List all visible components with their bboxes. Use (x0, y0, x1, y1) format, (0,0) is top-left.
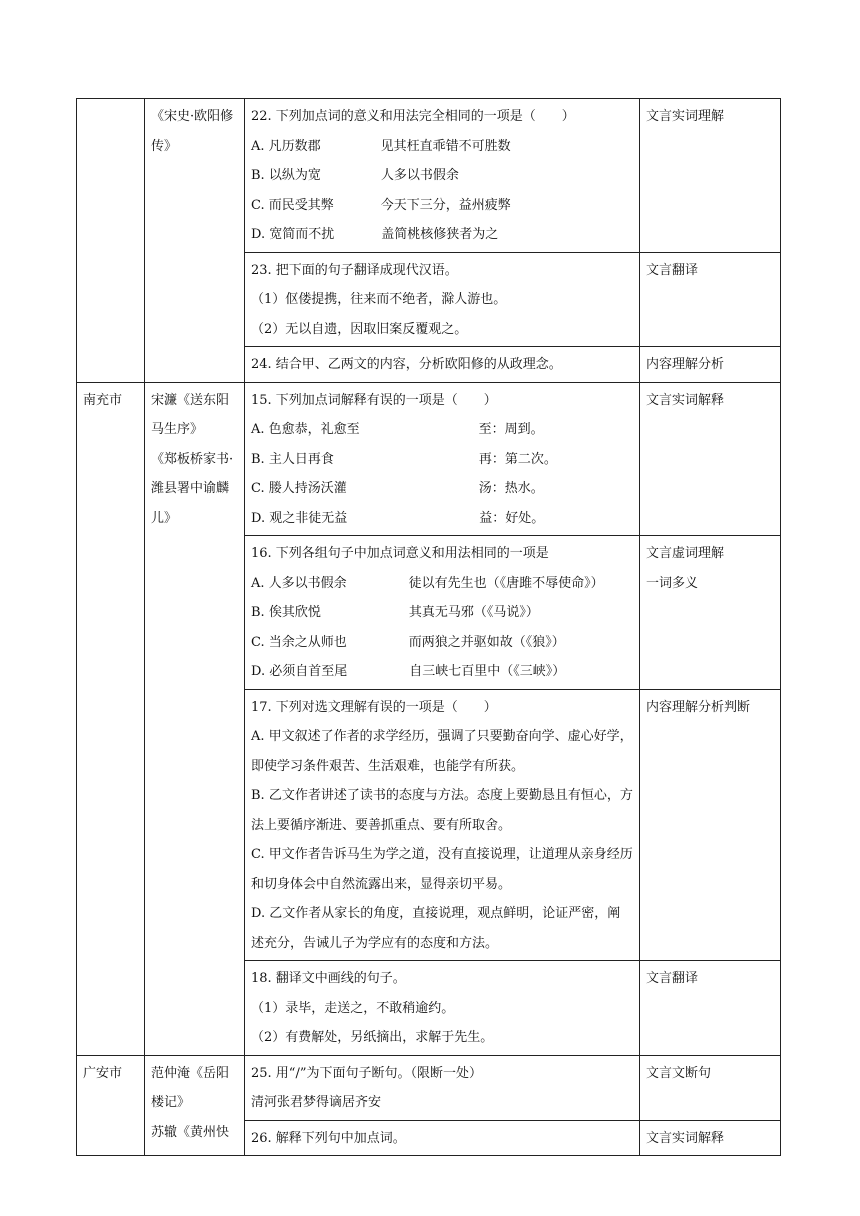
question-item: （1）录毕，走送之，不敢稍逾约。 (251, 1000, 455, 1016)
option-c: C. 甲文作者告诉马生为学之道，没有直接说理，让道理从亲身经历和切身体会中自然流露出来，显得亲切平易。 (251, 847, 633, 892)
question-type: 一词多义 (646, 575, 699, 591)
question-stem: 15. 下列加点词解释有误的一项是（ ） (251, 392, 497, 408)
question-stem: 17. 下列对选文理解有误的一项是（ ） (251, 699, 497, 715)
question-cell-24 (245, 347, 640, 383)
question-stem: 23. 把下面的句子翻译成现代汉语。 (251, 262, 458, 278)
source-text-cell (145, 99, 245, 383)
question-stem: 16. 下列各组句子中加点词意义和用法相同的一项是 (251, 546, 549, 561)
option-a: A. 凡历数郡 见其枉直乖错不可胜数 (251, 138, 511, 154)
table-row (77, 99, 781, 253)
option-b: B. 俟其欣悦 其真无马邪（《马说》） (251, 605, 539, 620)
question-type-cell: 文言实词理解 (640, 99, 781, 253)
option-b: B. 主人日再食 再：第二次。 (251, 451, 557, 467)
question-cell-17 (245, 689, 640, 961)
option-d: D. 必须自首至尾 自三峡七百里中（《三峡》） (251, 664, 566, 679)
source-text: 《宋史·欧阳修传》 (151, 109, 234, 154)
question-cell-23 (245, 252, 640, 347)
question-type: 文言虚词理解 (646, 546, 725, 561)
question-type-cell: 文言翻译 (640, 961, 781, 1056)
city-cell (77, 99, 145, 383)
city-cell: 南充市 (77, 382, 145, 1055)
question-stem: 22. 下列加点词的意义和用法完全相同的一项是（ ） (251, 109, 575, 124)
question-stem: 26. 解释下列句中加点词。 (251, 1130, 406, 1146)
option-d: D. 乙文作者从家长的角度，直接说理，观点鲜明，论证严密，阐述充分，告诫儿子为学应有的态度和方法。 (251, 906, 621, 951)
question-type-cell: 文言翻译 (640, 252, 781, 347)
option-a: A. 甲文叙述了作者的求学经历，强调了只要勤奋向学、虚心好学，即使学习条件艰苦、生活艰难，也能学有所获。 (251, 729, 633, 774)
option-b: B. 乙文作者讲述了读书的态度与方法。态度上要勤恳且有恒心，方法上要循序渐进、要善抓重点、要有所取舍。 (251, 788, 633, 833)
question-item: （1）伛偻提携，往来而不绝者，滁人游也。 (251, 292, 507, 307)
question-type-cell: 文言文断句 (640, 1055, 781, 1120)
source-text: 《郑板桥家书·潍县署中谕麟儿》 (151, 451, 234, 526)
city-cell: 广安市 (77, 1055, 145, 1156)
source-text-cell (145, 382, 245, 1055)
option-a: A. 色愈恭，礼愈至 至：周到。 (251, 422, 544, 437)
option-c: C. 媵人持汤沃灌 汤：热水。 (251, 481, 544, 496)
question-stem: 24. 结合甲、乙两文的内容，分析欧阳修的从政理念。 (251, 357, 562, 372)
question-cell-15 (245, 382, 640, 536)
source-text: 范仲淹《岳阳楼记》 (151, 1065, 230, 1110)
question-type-cell: 内容理解分析判断 (640, 689, 781, 961)
option-a: A. 人多以书假余 徒以有先生也（《唐雎不辱使命》） (251, 575, 604, 591)
question-item: （2）有费解处，另纸摘出，求解于先生。 (251, 1030, 494, 1045)
question-type-cell: 文言实词解释 (640, 1120, 781, 1156)
option-c: C. 而民受其弊 今天下三分，益州疲弊 (251, 197, 511, 213)
exam-analysis-table (76, 98, 781, 1156)
source-text: 宋濂《送东阳马生序》 (151, 392, 230, 437)
table-row (77, 1055, 781, 1120)
source-text: 苏辙《黄州快 (151, 1124, 230, 1140)
table-row (77, 382, 781, 536)
option-d: D. 观之非徒无益 益：好处。 (251, 510, 545, 526)
question-stem: 25. 用“/”为下面句子断句。（限断一处） (251, 1065, 482, 1081)
question-item: （2）无以自遗，因取旧案反覆观之。 (251, 321, 468, 337)
question-cell-26 (245, 1120, 640, 1156)
option-d: D. 宽简而不扰 盖简桃核修狭者为之 (251, 227, 499, 242)
source-text-cell (145, 1055, 245, 1156)
question-type-cell: 文言实词解释 (640, 382, 781, 536)
question-cell-25 (245, 1055, 640, 1120)
option-c: C. 当余之从师也 而两狼之并驱如故（《狼》） (251, 634, 565, 650)
question-cell-16 (245, 536, 640, 690)
question-cell-22 (245, 99, 640, 253)
option-b: B. 以纵为宽 人多以书假余 (251, 168, 459, 183)
question-type-cell: 内容理解分析 (640, 347, 781, 383)
question-sentence: 清河张君梦得谪居齐安 (251, 1095, 382, 1110)
question-cell-18 (245, 961, 640, 1056)
question-stem: 18. 翻译文中画线的句子。 (251, 971, 406, 986)
question-type-cell (640, 536, 781, 690)
